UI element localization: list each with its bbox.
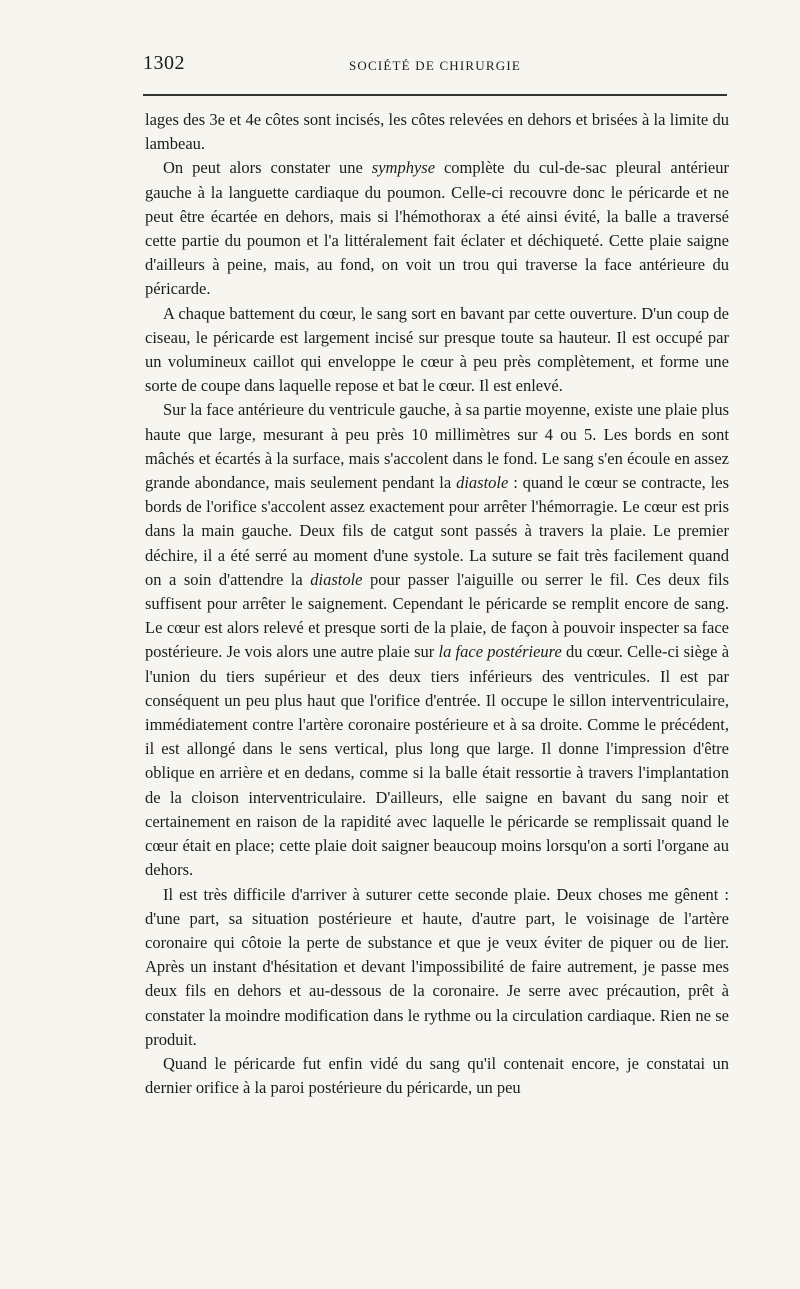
- paragraph: [145, 1052, 729, 1100]
- text-segment: du cœur. Celle-ci siège à l'union du tiers supérieur et des deux tiers inférieurs des ventricules. Il est par conséquent un peu plus haut que l'orifice d'entrée. Il occupe le sillon interventriculaire, immédiatement contre l'artère coronaire postérieure et à sa droite. Comme le précédent, il est allongé dans le sens vertical, plus long que large. Il donne l'impression d'être oblique en arrière et en dedans, comme si la balle était ressortie à travers l'implantation de la cloison interventriculaire. D'ailleurs, elle saigne en bavant du sang noir et certainement en raison de la rapidité avec laquelle le péricarde se remplissait quand le cœur était en place; cette plaie doit saigner beaucoup moins lorsqu'on a sorti l'organe au dehors.: [145, 642, 730, 880]
- paragraph: [145, 302, 729, 399]
- paragraph: [145, 883, 729, 1052]
- italic-text: diastole: [456, 473, 509, 493]
- text-segment: A chaque battement du cœur, le sang sort en bavant par cette ouverture. D'un coup de ciseau, le péricarde est largement incisé sur presque toute sa hauteur. Il est occupé par un volumineux caillot qui enveloppe le cœur à peu près complètement, et forme une sorte de coupe dans laquelle repose et bat le cœur. Il est enlevé.: [145, 303, 729, 396]
- body-text: [145, 108, 729, 1100]
- text-segment: Quand le péricarde fut enfin vidé du sang qu'il contenait encore, je constatai un dernier orifice à la paroi postérieure du péricarde, un peu: [145, 1053, 729, 1098]
- italic-text: symphyse: [371, 158, 436, 178]
- paragraph: [145, 156, 729, 301]
- header-rule: [143, 94, 727, 96]
- text-segment: complète du cul-de-sac pleural antérieur gauche à la languette cardiaque du poumon. Celle-ci recouvre donc le péricarde et ne peut être écartée en dehors, mais si l'hémothorax a été ainsi évité, la balle a traversé cette partie du poumon et l'a littéralement fait éclater et déchiqueté. Cette plaie saigne d'ailleurs à peine, mais, au fond, on voit un trou qui traverse la face antérieure du péricarde.: [145, 158, 729, 299]
- text-segment: lages des 3e et 4e côtes sont incisés, les côtes relevées en dehors et brisées à la limite du lambeau.: [145, 110, 729, 154]
- text-segment: Il est très difficile d'arriver à suturer cette seconde plaie. Deux choses me gênent : d'une part, sa situation postérieure et haute, d'autre part, le voisinage de l'artère coronaire qui côtoie la perte de substance et que je veux éviter de piquer ou de lier. Après un instant d'hésitation et devant l'impossibilité de faire autrement, je passe mes deux fils en dehors et au-dessous de la coronaire. Je serre avec précaution, prêt à constater la moindre modification dans le rythme ou la circulation cardiaque. Rien ne se produit.: [145, 884, 729, 1049]
- text-segment: On peut alors constater une: [163, 158, 372, 178]
- text-segment: pour passer l'aiguille ou serrer le fil. Ces deux fils suffisent pour arrêter le saignement. Cependant le péricarde se remplit encore de sang. Le cœur est alors relevé et presque sorti de la plaie, de façon à pouvoir inspecter sa face postérieure. Je vois alors une autre plaie sur: [145, 569, 729, 662]
- italic-text: diastole: [310, 569, 363, 589]
- italic-text: la face postérieure: [438, 642, 562, 662]
- paragraph: [145, 108, 729, 156]
- running-title: SOCIÉTÉ DE CHIRURGIE: [348, 58, 522, 73]
- paragraph: [145, 398, 729, 882]
- text-segment: : quand le cœur se contracte, les bords de l'orifice s'accolent assez exactement pour arrêter l'hémorragie. Le cœur est pris dans la main gauche. Deux fils de catgut sont passés à travers la plaie. Le premier déchire, il a été serré au moment d'une systole. La suture se fait très facilement quand on a soin d'attendre la: [145, 473, 729, 589]
- text-segment: Sur la face antérieure du ventricule gauche, à sa partie moyenne, existe une plaie plus haute que large, mesurant à peu près 10 millimètres sur 4 ou 5. Les bords en sont mâchés et écartés à la surface, mais s'accolent dans le fond. Le sang s'en écoule en assez grande abondance, mais seulement pendant la: [145, 400, 729, 493]
- page-header: [143, 52, 727, 82]
- page-number: 1302: [143, 52, 185, 74]
